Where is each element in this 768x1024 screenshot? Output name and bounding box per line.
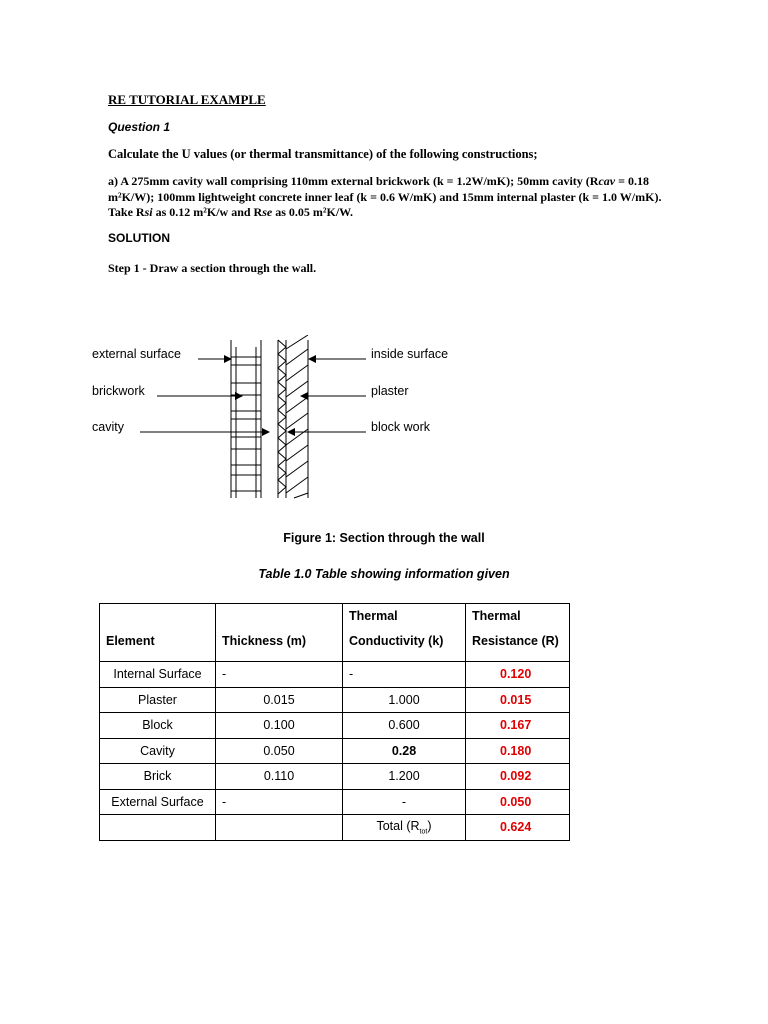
cell-element: Cavity [100, 738, 216, 764]
table-row [100, 713, 570, 739]
table-header-row [100, 604, 570, 662]
thermal-data-table [99, 603, 570, 841]
header-element: Element [100, 604, 216, 662]
cell-conductivity: 1.200 [343, 764, 466, 790]
cell-empty [100, 815, 216, 841]
cell-resistance: 0.167 [466, 713, 570, 739]
cell-element: Plaster [100, 687, 216, 713]
cell-conductivity: 0.600 [343, 713, 466, 739]
label-inside-surface: inside surface [371, 347, 449, 361]
cell-conductivity: 0.28 [343, 738, 466, 764]
step-1: Step 1 - Draw a section through the wall. [108, 261, 317, 275]
label-cavity: cavity [92, 420, 124, 434]
question-intro: Calculate the U values (or thermal transmittance) of the following constructions; [108, 147, 538, 161]
cell-element: External Surface [100, 789, 216, 815]
table-row [100, 789, 570, 815]
cell-empty [216, 815, 343, 841]
cell-thickness: 0.100 [216, 713, 343, 739]
cell-thickness: 0.050 [216, 738, 343, 764]
cell-element: Internal Surface [100, 662, 216, 688]
cell-thickness: - [216, 662, 343, 688]
cell-resistance: 0.050 [466, 789, 570, 815]
figure-caption: Figure 1: Section through the wall [283, 531, 485, 545]
question-part-a: a) A 275mm cavity wall comprising 110mm external brickwork (k = 1.2W/mK); 50mm cavity (Rcav = 0.18 m²K/W); 100mm lightweight concrete inner leaf (k = 0.6 W/mK) and 15mm internal plaster (k = 1.0 W/mK). Take Rsi as 0.12 m²K/w and Rse as 0.05 m²K/W. [108, 174, 662, 219]
block-zigzag [278, 340, 286, 494]
table-row [100, 662, 570, 688]
cell-thickness: - [216, 789, 343, 815]
label-block-work: block work [371, 420, 431, 434]
table-row [100, 764, 570, 790]
total-value: 0.624 [466, 815, 570, 841]
label-plaster: plaster [371, 384, 409, 398]
total-label: Total $(R_{tot})$ [343, 815, 466, 841]
cell-conductivity: - [343, 662, 466, 688]
cell-conductivity: - [343, 789, 466, 815]
cell-resistance: 0.180 [466, 738, 570, 764]
cell-resistance: 0.092 [466, 764, 570, 790]
cell-thickness: 0.110 [216, 764, 343, 790]
question-label: Question 1 [108, 120, 171, 134]
table-row [100, 738, 570, 764]
cell-resistance: 0.015 [466, 687, 570, 713]
cell-thickness: 0.015 [216, 687, 343, 713]
table-total-row [100, 815, 570, 841]
cell-element: Block [100, 713, 216, 739]
header-thickness: Thickness (m) [216, 604, 343, 662]
solution-label: SOLUTION [108, 231, 170, 245]
header-resistance: Thermal Resistance (R) [466, 604, 570, 662]
cell-resistance: 0.120 [466, 662, 570, 688]
header-conductivity: Thermal Conductivity (k) [343, 604, 466, 662]
label-brickwork: brickwork [92, 384, 145, 398]
plaster-hatch [286, 335, 308, 498]
wall-section-diagram [130, 335, 380, 505]
cell-conductivity: 1.000 [343, 687, 466, 713]
label-external-surface: external surface [92, 347, 181, 361]
doc-title: RE TUTORIAL EXAMPLE [108, 92, 266, 107]
table-row [100, 687, 570, 713]
cell-element: Brick [100, 764, 216, 790]
table-caption: Table 1.0 Table showing information given [258, 567, 510, 581]
